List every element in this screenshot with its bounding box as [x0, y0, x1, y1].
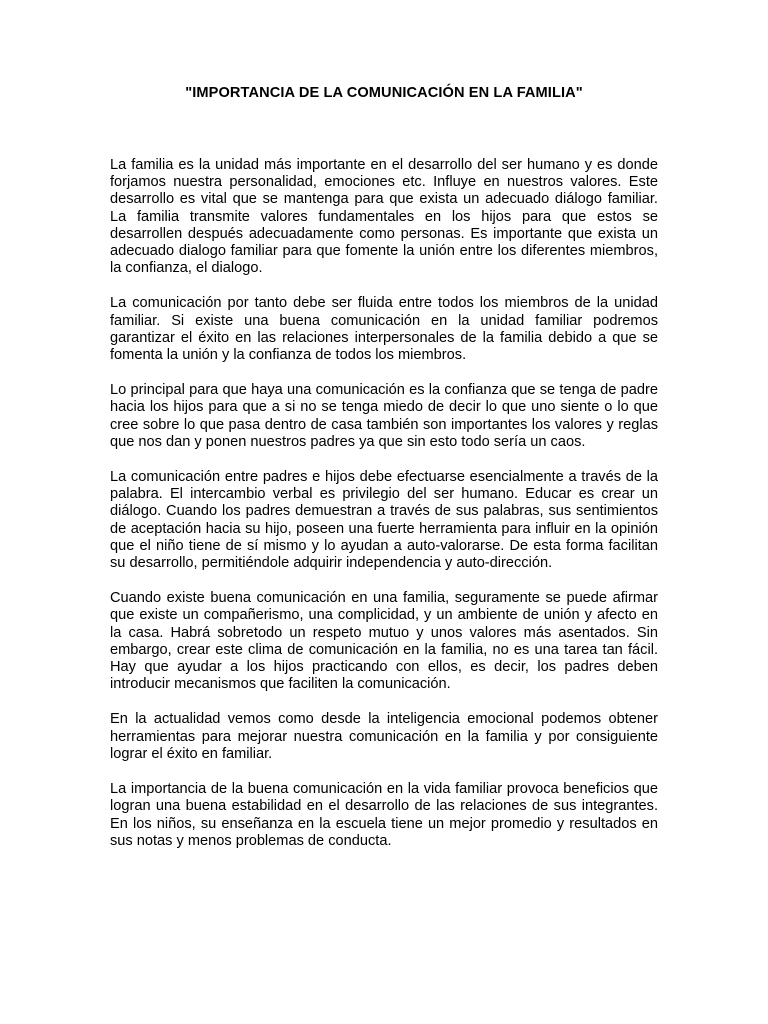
paragraph-1: La familia es la unidad más importante en el desarrollo del ser humano y es donde forjamos nuestra personalidad, emociones etc. Influye en nuestros valores. Este desarrollo es vital que se mantenga para que exista un adecuado diálogo familiar. La familia transmite valores fundamentales en los hijos para que estos se desarrollen después adecuadamente como personas. Es importante que exista un adecuado dialogo familiar para que fomente la unión entre los diferentes miembros, la confianza, el dialogo.	[110, 157, 658, 277]
paragraph-5: Cuando existe buena comunicación en una familia, seguramente se puede afirmar que existe un compañerismo, una complicidad, y un ambiente de unión y afecto en la casa. Habrá sobretodo un respeto mutuo y unos valores más asentados. Sin embargo, crear este clima de comunicación en la familia, no es una tarea tan fácil. Hay que ayudar a los hijos practicando con ellos, es decir, los padres deben introducir mecanismos que faciliten la comunicación.	[110, 590, 658, 693]
document-body	[110, 157, 658, 868]
paragraph-4: La comunicación entre padres e hijos debe efectuarse esencialmente a través de la palabra. El intercambio verbal es privilegio del ser humano. Educar es crear un diálogo. Cuando los padres demuestran a través de sus palabras, sus sentimientos de aceptación hacia su hijo, poseen una fuerte herramienta para influir en la opinión que el niño tiene de sí mismo y lo ayudan a auto-valorarse. De esta forma facilitan su desarrollo, permitiéndole adquirir independencia y auto-dirección.	[110, 469, 658, 572]
document-title: "IMPORTANCIA DE LA COMUNICACIÓN EN LA FAMILIA"	[185, 85, 583, 101]
paragraph-7: La importancia de la buena comunicación en la vida familiar provoca beneficios que logran una buena estabilidad en el desarrollo de las relaciones de sus integrantes. En los niños, su enseñanza en la escuela tiene un mejor promedio y resultados en sus notas y menos problemas de conducta.	[110, 781, 658, 849]
paragraph-3: Lo principal para que haya una comunicación es la confianza que se tenga de padre hacia los hijos para que a si no se tenga miedo de decir lo que uno siente o lo que cree sobre lo que pasa dentro de casa también son importantes los valores y reglas que nos dan y ponen nuestros padres ya que sin esto todo sería un caos.	[110, 382, 658, 450]
paragraph-6: En la actualidad vemos como desde la inteligencia emocional podemos obtener herramientas para mejorar nuestra comunicación en la familia y por consiguiente lograr el éxito en familiar.	[110, 711, 658, 762]
paragraph-2: La comunicación por tanto debe ser fluida entre todos los miembros de la unidad familiar. Si existe una buena comunicación en la unidad familiar podremos garantizar el éxito en las relaciones interpersonales de la familia debido a que se fomenta la unión y la confianza de todos los miembros.	[110, 295, 658, 364]
